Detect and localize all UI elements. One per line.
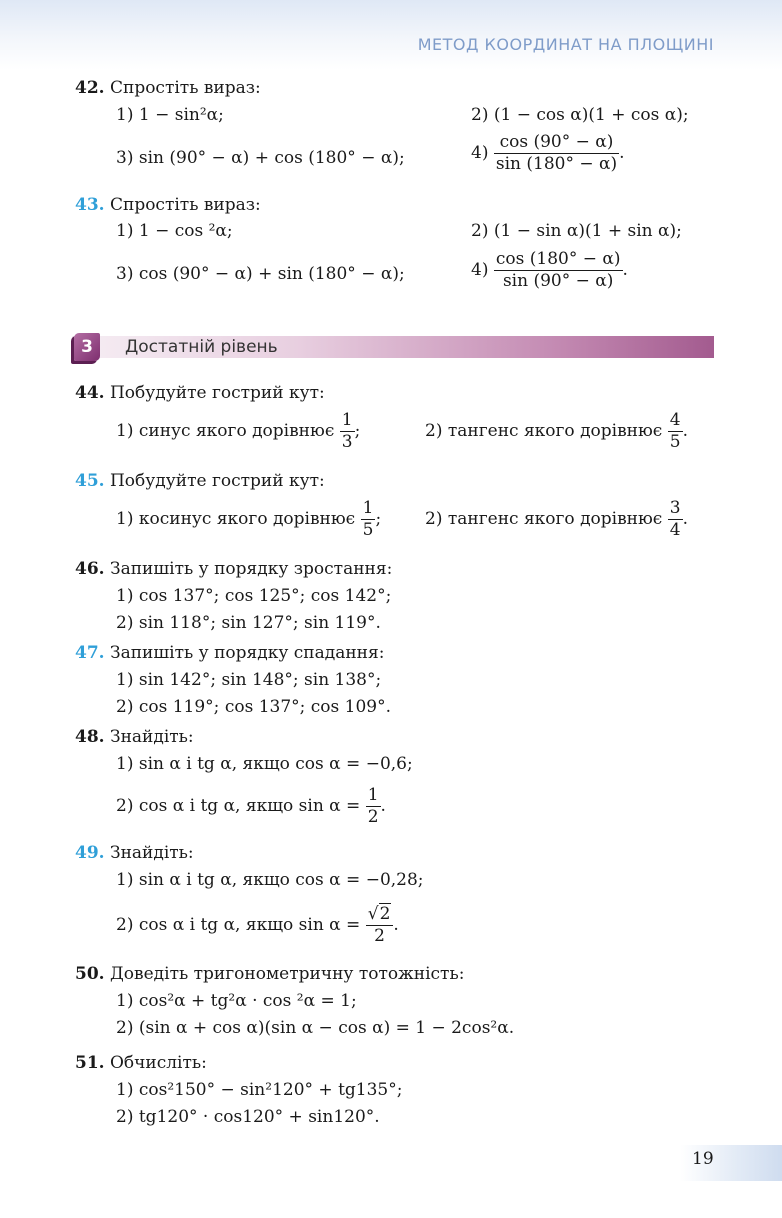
problem-46-title: Запишіть у порядку зростання: (104, 559, 393, 579)
page-number: 19 (692, 1149, 714, 1169)
problem-42-item-3: 3) sin (90° − α) + cos (180° − α); (116, 148, 405, 168)
problem-49-number: 49. (75, 843, 105, 863)
problem-48-item-2-end: . (380, 796, 386, 816)
problem-44-item-2-text: 2) тангенс якого дорівнює (425, 421, 663, 441)
problem-42-title: Спростіть вираз: (104, 78, 261, 98)
problem-49-item-2 (116, 904, 399, 947)
fraction-denominator: 5 (362, 520, 374, 540)
problem-44-title: Побудуйте гострий кут: (104, 383, 325, 403)
problem-45-item-2-text: 2) тангенс якого дорівнює (425, 509, 663, 529)
fraction-numerator: 1 (341, 410, 353, 430)
problem-43-item-1: 1) 1 − cos ²α; (116, 221, 233, 241)
problem-44-item-2 (425, 410, 688, 453)
fraction-numerator (366, 904, 394, 926)
problem-47-item-1: 1) sin 142°; sin 148°; sin 138°; (116, 670, 382, 690)
problem-49-item-1: 1) sin α і tg α, якщо cos α = −0,28; (116, 870, 424, 890)
problem-42-item-1: 1) 1 − sin²α; (116, 105, 224, 125)
problem-44-item-2-end: . (682, 421, 688, 441)
problem-48-heading (75, 726, 194, 748)
problem-47-number: 47. (75, 643, 105, 663)
fraction-denominator: sin (90° − α) (502, 271, 614, 291)
problem-49-heading (75, 842, 194, 864)
problem-50-heading (75, 963, 464, 985)
problem-49-title: Знайдіть: (104, 843, 194, 863)
problem-48-title: Знайдіть: (104, 727, 194, 747)
problem-45-item-2-end: . (682, 509, 688, 529)
problem-45-number: 45. (75, 471, 105, 491)
problem-45-item-2 (425, 498, 688, 541)
fraction-numerator: 1 (367, 785, 379, 805)
problem-44-number: 44. (75, 383, 105, 403)
fraction-denominator: 5 (669, 432, 681, 452)
fraction-numerator: cos (180° − α) (495, 249, 621, 269)
fraction-denominator: 4 (669, 520, 681, 540)
problem-48-number: 48. (75, 727, 105, 747)
problem-43-item-4-fraction (494, 249, 623, 292)
problem-50-title: Доведіть тригонометричну тотожність: (104, 964, 465, 984)
level-cube-icon: 3 (74, 333, 100, 361)
problem-45-item-1-fraction (361, 498, 376, 541)
problem-49-item-2-end: . (393, 915, 399, 935)
problem-46-item-1: 1) cos 137°; cos 125°; cos 142°; (116, 586, 392, 606)
problem-44-item-2-fraction (668, 410, 683, 453)
problem-45-heading (75, 470, 325, 492)
problem-50-item-2: 2) (sin α + cos α)(sin α − cos α) = 1 − 2cos²α. (116, 1018, 515, 1038)
problem-45-title: Побудуйте гострий кут: (104, 471, 325, 491)
problem-45-item-1-text: 1) косинус якого дорівнює (116, 509, 356, 529)
problem-44-item-1-end: ; (354, 421, 361, 441)
fraction-denominator: 2 (367, 807, 379, 827)
problem-44-heading (75, 382, 325, 404)
problem-51-title: Обчисліть: (104, 1053, 207, 1073)
problem-43-item-2: 2) (1 − sin α)(1 + sin α); (471, 221, 682, 241)
radicand: 2 (379, 904, 391, 924)
problem-50-item-1: 1) cos²α + tg²α · cos ²α = 1; (116, 991, 357, 1011)
problem-48-item-2-text: 2) cos α і tg α, якщо sin α = (116, 796, 361, 816)
fraction-numerator: 1 (362, 498, 374, 518)
square-root (368, 904, 392, 925)
problem-48-item-2-fraction (366, 785, 381, 828)
problem-42-item-4 (471, 132, 625, 175)
fraction-denominator: sin (180° − α) (495, 154, 618, 174)
problem-48-item-2 (116, 785, 386, 828)
problem-42-item-4-label: 4) (471, 143, 489, 163)
problem-42-item-2: 2) (1 − cos α)(1 + cos α); (471, 105, 689, 125)
problem-49-item-2-text: 2) cos α і tg α, якщо sin α = (116, 915, 361, 935)
problem-43-title: Спростіть вираз: (104, 195, 261, 215)
problem-42-item-4-end: . (619, 143, 625, 163)
fraction-numerator: 4 (669, 410, 681, 430)
level-title: Достатній рівень (125, 337, 278, 357)
fraction-numerator: 3 (669, 498, 681, 518)
problem-44-item-1-fraction (340, 410, 355, 453)
problem-43-item-4-end: . (622, 260, 628, 280)
problem-45-item-1 (116, 498, 381, 541)
problem-43-heading (75, 194, 261, 216)
problem-46-number: 46. (75, 559, 105, 579)
radical-sign: √ (367, 904, 379, 924)
problem-51-heading (75, 1052, 207, 1074)
problem-43-number: 43. (75, 195, 105, 215)
fraction-numerator: cos (90° − α) (494, 132, 619, 154)
problem-49-item-2-fraction (366, 904, 394, 947)
problem-42-number: 42. (75, 78, 105, 98)
problem-43-item-4 (471, 249, 628, 292)
problem-42-heading (75, 77, 261, 99)
problem-42-item-4-fraction (494, 132, 619, 175)
problem-45-item-2-fraction (668, 498, 683, 541)
problem-51-item-1: 1) cos²150° − sin²120° + tg135°; (116, 1080, 403, 1100)
problem-45-item-1-end: ; (375, 509, 382, 529)
fraction-denominator: 3 (341, 432, 353, 452)
fraction-denominator: 2 (374, 926, 385, 946)
problem-51-item-2: 2) tg120° · cos120° + sin120°. (116, 1107, 380, 1127)
problem-47-heading (75, 642, 384, 664)
problem-44-item-1 (116, 410, 360, 453)
problem-44-item-1-text: 1) синус якого дорівнює (116, 421, 335, 441)
problem-47-item-2: 2) cos 119°; cos 137°; cos 109°. (116, 697, 392, 717)
problem-43-item-4-label: 4) (471, 260, 489, 280)
problem-47-title: Запишіть у порядку спадання: (104, 643, 385, 663)
problem-46-heading (75, 558, 392, 580)
problem-50-number: 50. (75, 964, 105, 984)
problem-46-item-2: 2) sin 118°; sin 127°; sin 119°. (116, 613, 381, 633)
problem-51-number: 51. (75, 1053, 105, 1073)
problem-43-item-3: 3) cos (90° − α) + sin (180° − α); (116, 264, 405, 284)
chapter-title: МЕТОД КООРДИНАТ НА ПЛОЩИНІ (417, 35, 714, 54)
problem-48-item-1: 1) sin α і tg α, якщо cos α = −0,6; (116, 754, 413, 774)
